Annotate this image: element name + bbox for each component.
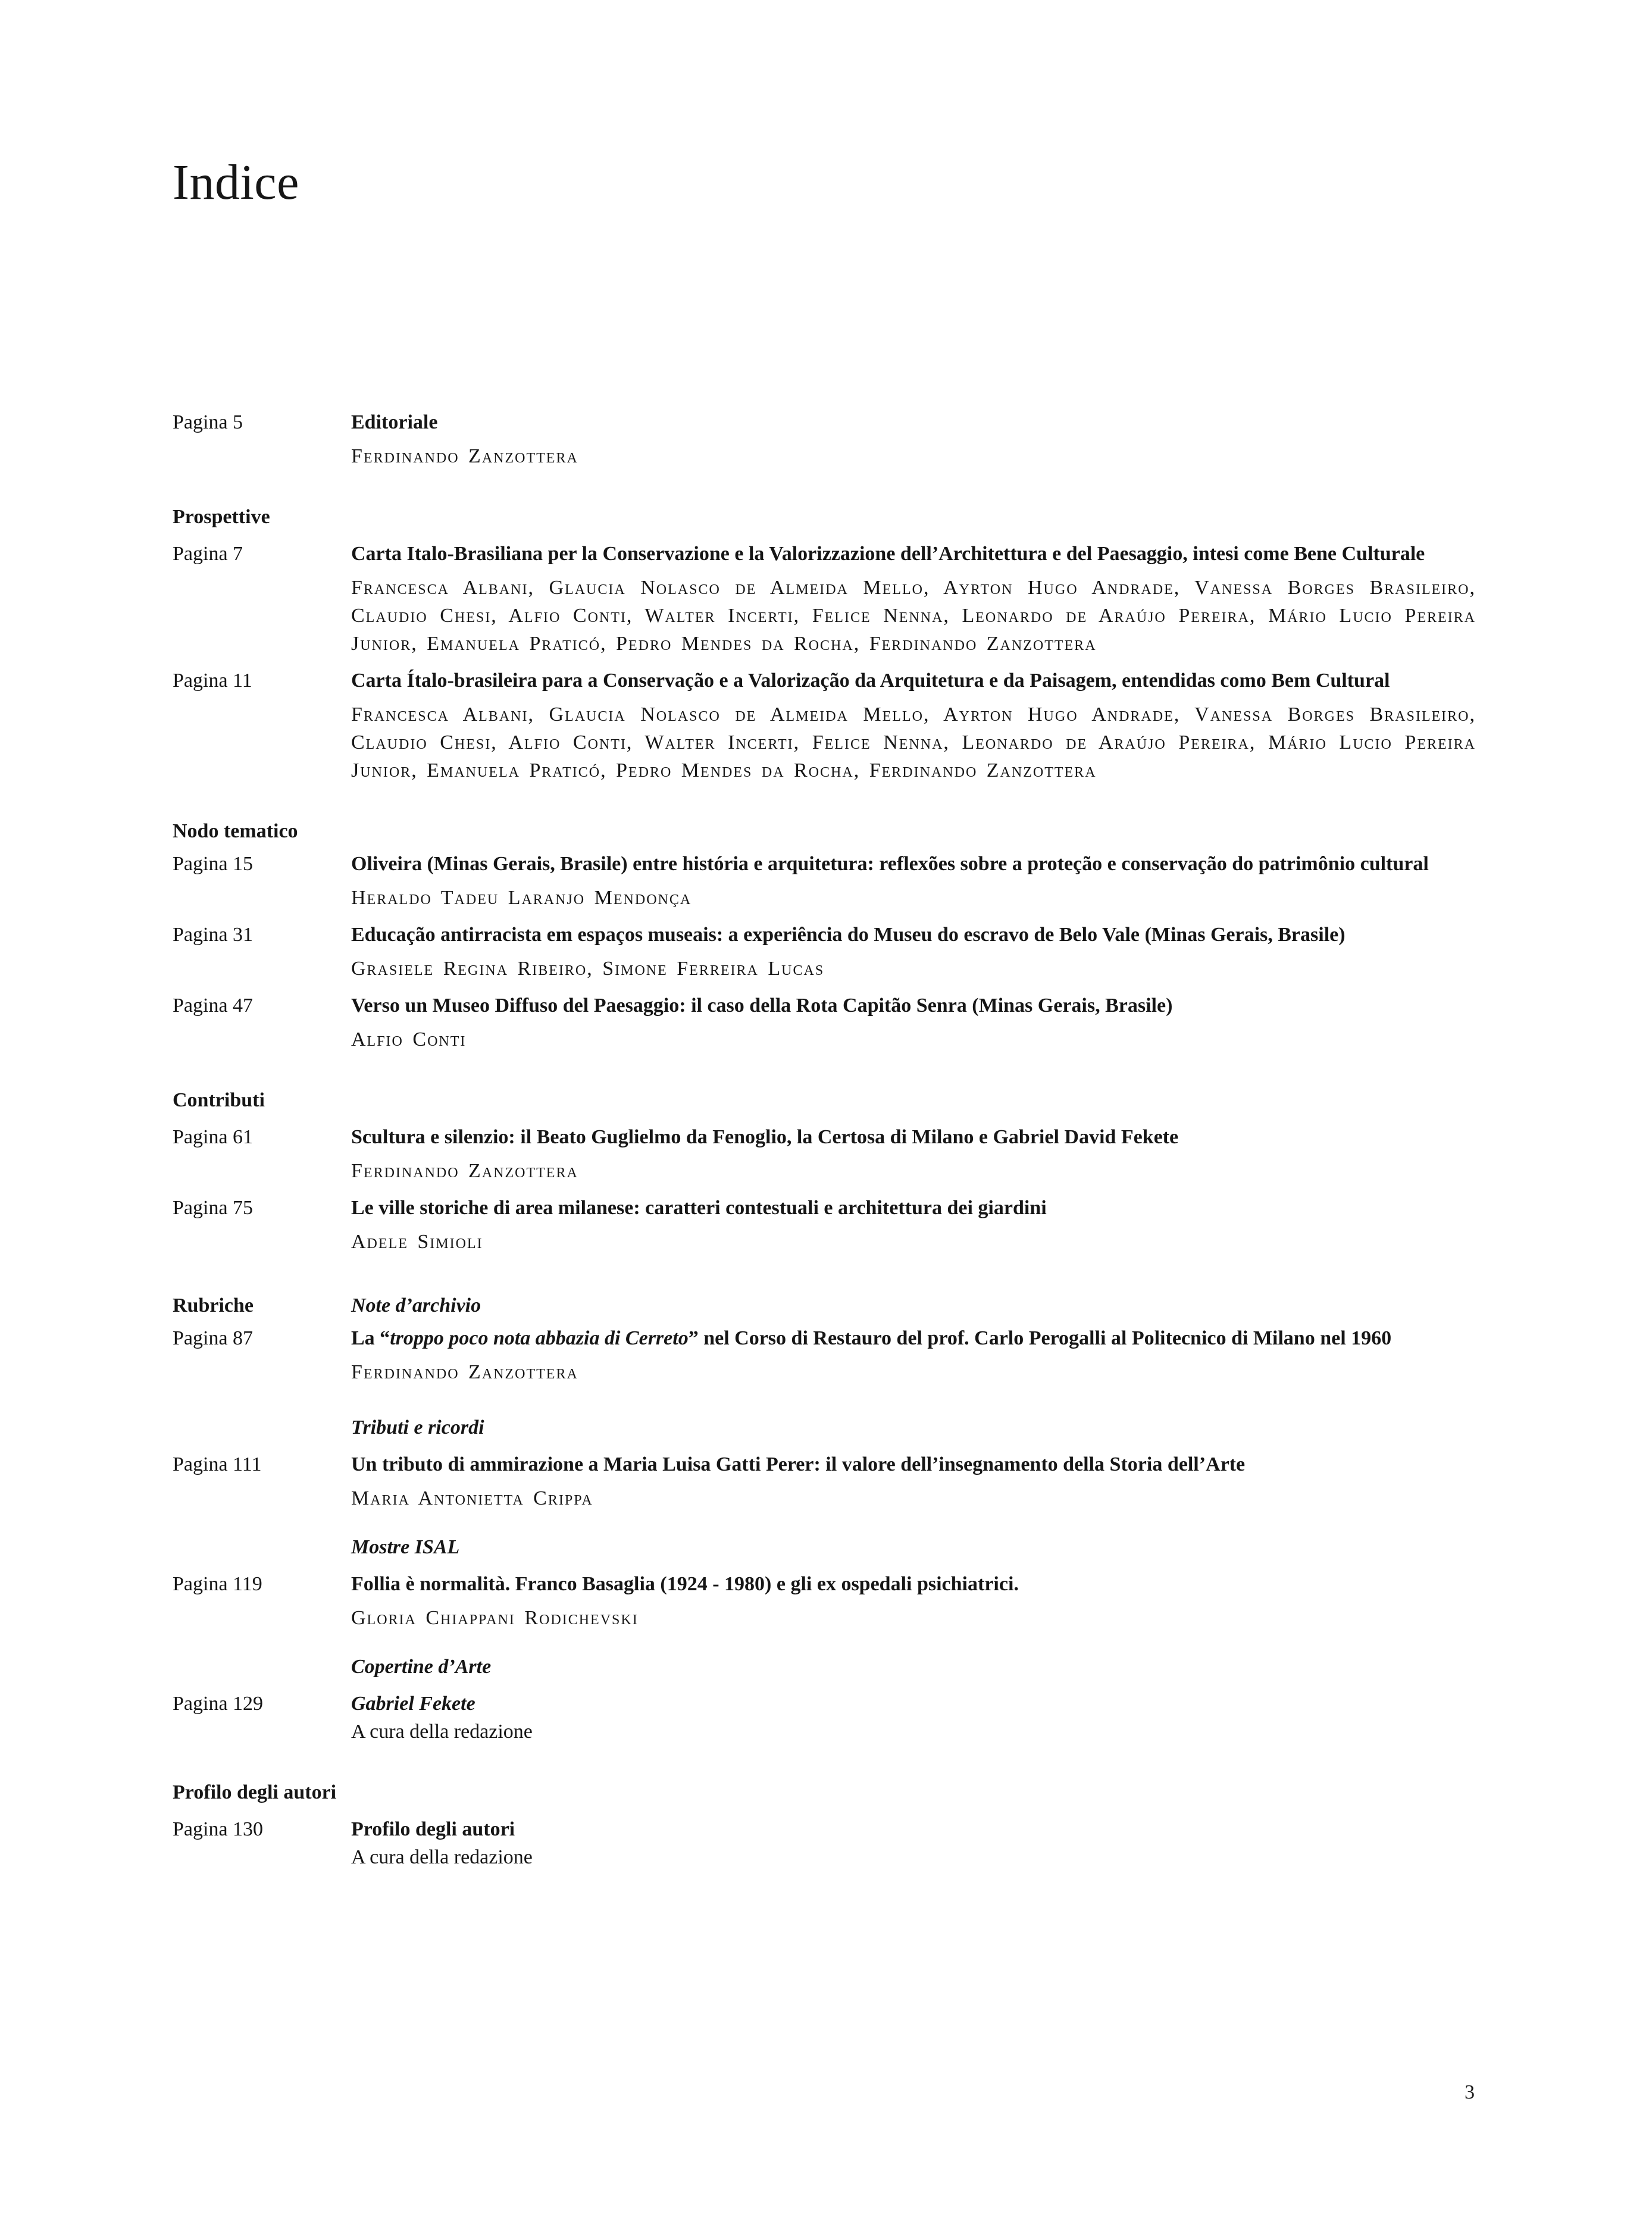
toc-row xyxy=(173,1194,1476,1256)
page-label: Pagina 130 xyxy=(173,1818,264,1840)
entry-title: Le ville storiche di area milanese: caratteri contestuali e architettura dei giardini xyxy=(351,1197,1047,1219)
entry-title: Gabriel Fekete xyxy=(351,1693,475,1715)
toc-subheader-row xyxy=(173,1533,1476,1561)
page-label: Pagina 11 xyxy=(173,670,252,692)
toc-entry xyxy=(351,1815,1476,1871)
toc-entry xyxy=(351,408,1476,470)
entry-authors: Ferdinando Zanzottera xyxy=(351,1160,578,1182)
entry-authors: Alfio Conti xyxy=(351,1028,467,1050)
rubric-subheading: Tributi e ricordi xyxy=(351,1416,484,1439)
toc-entry xyxy=(351,1450,1476,1512)
toc-entry xyxy=(351,1690,1476,1746)
toc-row xyxy=(173,1123,1476,1185)
toc-row xyxy=(173,1324,1476,1386)
page-label: Pagina 87 xyxy=(173,1327,254,1349)
rubric-subheading: Note d’archivio xyxy=(351,1294,481,1316)
toc-entry xyxy=(351,921,1476,983)
entry-title: Profilo degli autori xyxy=(351,1818,515,1840)
page-label: Pagina 15 xyxy=(173,853,254,875)
rubric-subheading: Mostre ISAL xyxy=(351,1536,460,1558)
toc-section-row xyxy=(173,503,1476,531)
toc-row xyxy=(173,921,1476,983)
toc-subheader-row xyxy=(173,1414,1476,1441)
entry-authors: Ferdinando Zanzottera xyxy=(351,445,578,467)
toc-row xyxy=(173,1815,1476,1871)
entry-title: Scultura e silenzio: il Beato Guglielmo da Fenoglio, la Certosa di Milano e Gabriel David Fekete xyxy=(351,1126,1179,1148)
entry-authors: Ferdinando Zanzottera xyxy=(351,1361,578,1383)
section-heading: Contributi xyxy=(173,1089,265,1111)
toc-entry xyxy=(351,850,1476,912)
toc-section-row xyxy=(173,1778,1476,1806)
toc-row xyxy=(173,992,1476,1053)
entry-authors: Maria Antonietta Crippa xyxy=(351,1487,593,1509)
entry-byline: A cura della redazione xyxy=(351,1721,533,1743)
page-label: Pagina 7 xyxy=(173,543,243,565)
toc-entry xyxy=(351,667,1476,784)
toc xyxy=(173,408,1476,1871)
toc-entry xyxy=(351,540,1476,658)
toc-row xyxy=(173,540,1476,658)
toc-row xyxy=(173,408,1476,470)
toc-entry xyxy=(351,1570,1476,1632)
toc-entry xyxy=(351,1123,1476,1185)
page-label: Pagina 61 xyxy=(173,1126,254,1148)
section-heading: Nodo tematico xyxy=(173,820,298,842)
section-heading: Prospettive xyxy=(173,506,270,528)
entry-title: Editoriale xyxy=(351,411,438,433)
page-label: Pagina 111 xyxy=(173,1453,262,1475)
entry-authors: Grasiele Regina Ribeiro, Simone Ferreira Lucas xyxy=(351,958,825,980)
page-label: Pagina 119 xyxy=(173,1573,262,1595)
toc-row xyxy=(173,1570,1476,1632)
entry-title: Educação antirracista em espaços museais: a experiência do Museu do escravo de Belo Vale (Minas Gerais, Brasile) xyxy=(351,924,1346,946)
toc-row xyxy=(173,1690,1476,1746)
toc-row xyxy=(173,850,1476,912)
entry-authors: Francesca Albani, Glaucia Nolasco de Almeida Mello, Ayrton Hugo Andrade, Vanessa Borges Brasileiro, Claudio Chesi, Alfio Conti, Walter Incerti, Felice Nenna, Leonardo de Araújo Pereira, Mário Lucio Pereira Junior, Emanuela Praticó, Pedro Mendes da Rocha, Ferdinando Zanzottera xyxy=(351,703,1476,781)
entry-authors: Francesca Albani, Glaucia Nolasco de Almeida Mello, Ayrton Hugo Andrade, Vanessa Borges Brasileiro, Claudio Chesi, Alfio Conti, Walter Incerti, Felice Nenna, Leonardo de Araújo Pereira, Mário Lucio Pereira Junior, Emanuela Praticó, Pedro Mendes da Rocha, Ferdinando Zanzottera xyxy=(351,577,1476,655)
page-label: Pagina 5 xyxy=(173,411,243,433)
rubric-subheading: Copertine d’Arte xyxy=(351,1656,492,1678)
page-number: 3 xyxy=(1465,2081,1475,2103)
entry-title xyxy=(351,1324,1476,1352)
toc-entry xyxy=(351,992,1476,1053)
entry-authors: Gloria Chiappani Rodichevski xyxy=(351,1607,639,1629)
page-label: Pagina 47 xyxy=(173,995,254,1017)
title-roman-segment: ” nel Corso di Restauro del prof. Carlo Perogalli al Politecnico di Milano nel 1960 xyxy=(688,1327,1392,1349)
entry-title: Carta Ítalo-brasileira para a Conservação e a Valorização da Arquitetura e da Paisagem, entendidas como Bem Cultural xyxy=(351,670,1390,692)
page-label: Pagina 129 xyxy=(173,1693,264,1715)
entry-title: Un tributo di ammirazione a Maria Luisa Gatti Perer: il valore dell’insegnamento della Storia dell’Arte xyxy=(351,1453,1246,1475)
title-italic-segment: troppo poco nota abbazia di Cerreto xyxy=(390,1327,689,1349)
entry-title: Follia è normalità. Franco Basaglia (1924 - 1980) e gli ex ospedali psichiatrici. xyxy=(351,1573,1019,1595)
title-roman-segment: La “ xyxy=(351,1327,390,1349)
entry-authors: Heraldo Tadeu Laranjo Mendonça xyxy=(351,887,692,909)
toc-subheader-row xyxy=(173,1653,1476,1681)
toc-entry xyxy=(351,1324,1476,1386)
toc-row xyxy=(173,1450,1476,1512)
page-label: Pagina 31 xyxy=(173,924,254,946)
page-title: Indice xyxy=(173,155,299,210)
page-label: Pagina 75 xyxy=(173,1197,254,1219)
toc-row xyxy=(173,667,1476,784)
entry-title: Oliveira (Minas Gerais, Brasile) entre história e arquitetura: reflexões sobre a proteção e conservação do patrimônio cultural xyxy=(351,853,1429,875)
section-heading: Profilo degli autori xyxy=(173,1781,337,1803)
toc-section-row xyxy=(173,817,1476,845)
entry-title: Carta Italo-Brasiliana per la Conservazione e la Valorizzazione dell’Architettura e del Paesaggio, intesi come Bene Culturale xyxy=(351,543,1425,565)
entry-authors: Adele Simioli xyxy=(351,1231,483,1253)
entry-byline: A cura della redazione xyxy=(351,1846,533,1868)
entry-title: Verso un Museo Diffuso del Paesaggio: il caso della Rota Capitão Senra (Minas Gerais, Brasile) xyxy=(351,995,1173,1017)
section-heading: Rubriche xyxy=(173,1294,254,1316)
toc-section-row xyxy=(173,1086,1476,1114)
toc-entry xyxy=(351,1194,1476,1256)
toc-section-row xyxy=(173,1292,1476,1319)
